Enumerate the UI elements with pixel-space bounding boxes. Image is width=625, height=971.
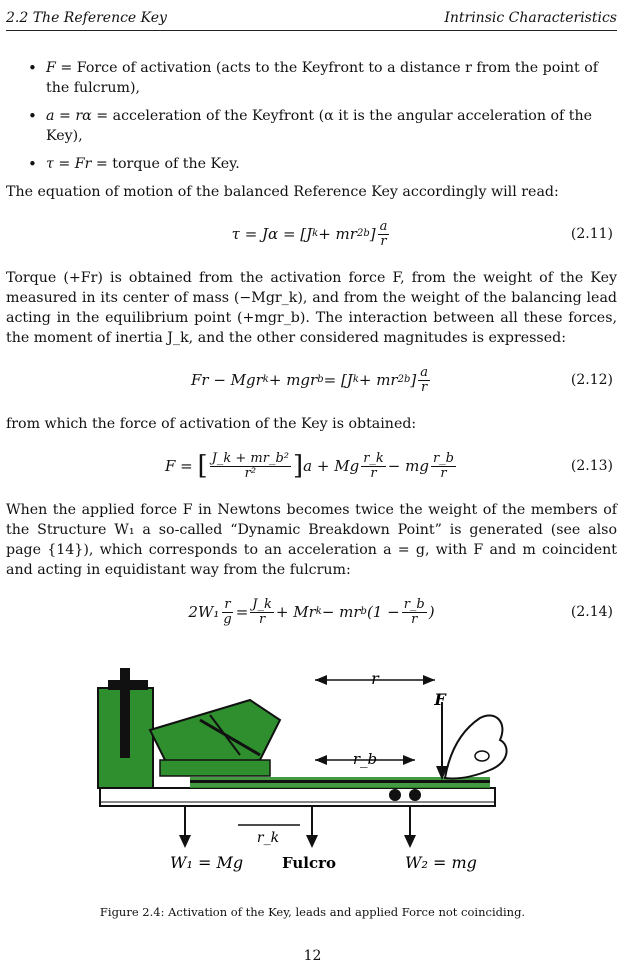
- running-header: [6, 8, 617, 31]
- paragraph: from which the force of activation of the Key is obtained:: [6, 416, 417, 432]
- figure-caption: Figure 2.4: Activation of the Key, leads and applied Force not coinciding.: [99, 905, 526, 919]
- page-number: 12: [303, 948, 322, 964]
- lead-weights: [389, 789, 421, 801]
- key-lever: [100, 777, 495, 806]
- dimension-r: [315, 669, 435, 688]
- dimension-rk: [238, 825, 300, 846]
- list-item: • a = rα = acceleration of the Keyfront (α it is the angular acceleration of the Key),: [6, 106, 617, 146]
- equation-2-13: F = [ $\frac{\text{J\_k + mr\_b²}}{\text{r²}}$ ] a + Mg $\frac{r\_k}{r}$ − mg $\frac{r\_b}{r}$ (2.13): [165, 450, 613, 481]
- svg-text:F: F: [434, 690, 446, 709]
- svg-text:r_b: r_b: [352, 750, 378, 768]
- paragraph: When the applied force F in Newtons becomes twice the weight of the members of the Structure W₁ a so-called “Dynamic Breakdown Point” is generated (see also page {14}), which corresponds to an acceleration a = g, with F and m coincident and acting in equidistant way from the fulcrum:: [6, 502, 617, 578]
- label-fulcro: Fulcro: [282, 854, 337, 872]
- force-arrow: [433, 690, 448, 780]
- weight-arrows: [179, 806, 416, 848]
- key-mechanism-figure: [90, 660, 536, 875]
- paragraph: Torque (+Fr) is obtained from the activation force F, from the weight of the Key measured in its center of mass (−Mgr_k), and from the weight of the balancing lead acting in the equilibrium point (+mgr_b). The interaction between all these forces, the moment of inertia J_k, and the other considered magnitudes is expressed:: [6, 270, 617, 346]
- equation-2-14: 2W₁ $\frac{r}{g}$ = $\frac{J\_k}{r}$ + Mr k − mr b (1 − $\frac{r\_b}{r}$ ) (2.14): [188, 596, 613, 627]
- list-item: • F = Force of activation (acts to the Keyfront to a distance r from the point of the fulcrum),: [6, 58, 617, 98]
- finger-drawing: [445, 715, 507, 778]
- dimension-rb: [315, 750, 415, 768]
- svg-text:r: r: [371, 669, 379, 688]
- equation-number: (2.13): [570, 458, 613, 474]
- header-section: 2.2 The Reference Key: [6, 10, 167, 26]
- paragraph: The equation of motion of the balanced Reference Key accordingly will read:: [6, 184, 559, 200]
- equation-number: (2.12): [570, 372, 613, 388]
- label-w1: W₁ = Mg: [170, 853, 244, 872]
- equation-2-12: Fr − Mgr k + mgr b = [J k + mr 2 b ] $\frac{a}{r}$ (2.12): [190, 364, 613, 395]
- equation-number: (2.11): [570, 226, 613, 242]
- action-mechanism: [98, 668, 280, 788]
- label-w2: W₂ = mg: [405, 853, 477, 872]
- page-body: [6, 58, 617, 646]
- equation-number: (2.14): [570, 604, 613, 620]
- definition-list: [6, 58, 617, 174]
- list-item: • τ = Fr = torque of the Key.: [6, 154, 617, 174]
- equation-2-11: τ = Jα = [J k + mr 2 b ] $\frac{a}{r}$ (2.11): [231, 218, 613, 249]
- svg-text:r_k: r_k: [256, 830, 280, 846]
- header-chapter: Intrinsic Characteristics: [444, 10, 617, 26]
